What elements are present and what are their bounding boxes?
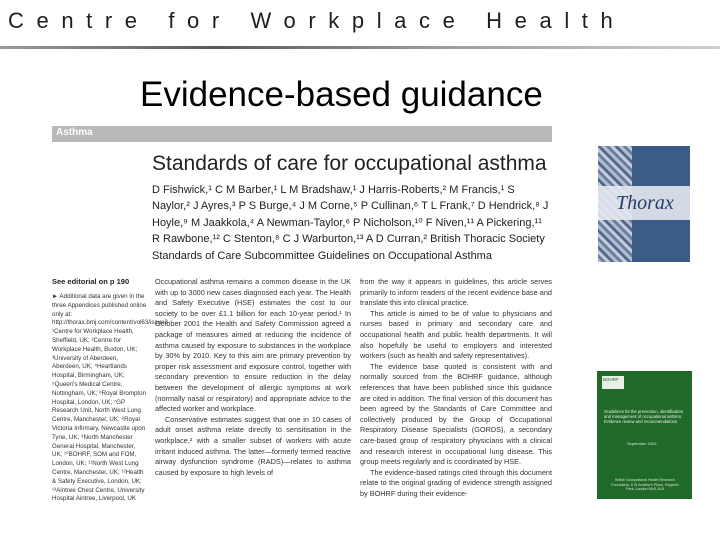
bohrf-logo-text: BOHRF [603,377,619,382]
booklet-date: September 2004 [627,441,657,446]
paragraph: The evidence-based ratings cited through this document relate to the original grading of evidence strength assigned by BOHRF during their evidence- [360,467,552,498]
paragraph: This article is aimed to be of value to physicians and nurses based in primary and secondary care and occupational health and public health departments. It will also hopefully be useful to employers and interested workers (such as health and safety representatives). [360,308,552,361]
affiliation-notes: ► Additional data are given in the three Appendices published online only at: http://thorax.bmj.com/content/vol63/issue3 ¹Centre for Workplace Health, Sheffield, UK; ²Centre for Workplace Health, Buxton, UK; ³University of Aberdeen, Aberdeen, UK; ⁴Heartlands Hospital, Birmingham, UK; ⁵Queen's Medical Centre, Nottingham, UK; ⁶Royal Brompton Hospital, London, UK; ⁷GP Research Unit, North West Lung Centre, Manchester, UK; ⁸Royal Victoria Infirmary, Newcastle upon Tyne, UK; ⁹North Manchester General Hospital, Manchester, UK; ¹⁰BOHRF, SOM and FOM, London, UK; ¹¹North West Lung Centre, Manchester, UK; ¹²Health & Safety Executive, London, UK; ¹³Aintree Chest Centre, University Hospital Aintree, Liverpool, UK [52,293,168,503]
bohrf-logo [602,376,624,389]
booklet-footer: British Occupational Health Research Foundation, 6 St Andrew's Place, Regent's Park, London NW1 4LB [611,478,679,492]
journal-title: Thorax [616,192,674,214]
paragraph: from the way it appears in guidelines, this article serves primarily to inform readers of the recent evidence base and translate this into clinical practice. [360,277,552,308]
bohrf-guideline-booklet [597,371,692,499]
article-column-1 [155,277,351,478]
header-rule [0,46,720,49]
section-band [52,126,552,142]
article-image [52,126,552,536]
slide-title: Evidence-based guidance [140,75,543,114]
section-label: Asthma [56,127,93,138]
paragraph: The evidence base quoted is consistent with and normally sourced from the BOHRF guidance, although references that have been published since this guidance are cited in addition. The final version of this document has been agreed by the Standards of Care Committee and collectively produced by the Group of Occupational Respiratory Disease Specialists (GORDS), a secondary care-based group of respiratory physicians with a clinical and research interest in occupational lung disease. This group meets regularly and is coordinated by HSE. [360,361,552,467]
see-editorial: See editorial on p 190 [52,277,130,286]
thorax-journal-cover [598,146,690,262]
paragraph: Conservative estimates suggest that one in 10 cases of adult onset asthma relate directly to sensitisation in the workplace,² with a smaller subset of workers with acute irritant induced asthma. The latter—formerly termed reactive airway dysfunction syndrome (RADS)—relates to asthma caused by exposure to high levels of [155,414,351,477]
article-authors: D Fishwick,¹ C M Barber,¹ L M Bradshaw,¹ J Harris-Roberts,² M Francis,¹ S Naylor,² J Ayres,³ P S Burge,⁴ J M Corne,⁵ P Cullinan,⁶ T L Frank,⁷ D Hendrick,⁸ J Hoyle,⁹ M Jaakkola,⁴ A Newman-Taylor,⁶ P Nicholson,¹⁰ F Niven,¹¹ A Pickering,¹¹ R Rawbone,¹² C Stenton,⁸ C J Warburton,¹³ A D Curran,² British Thoracic Society Standards of Care Subcommittee Guidelines on Occupational Asthma [152,184,549,262]
article-column-2 [360,277,552,499]
header-title: Centre for Workplace Health [8,8,626,33]
booklet-title: Guidelines for the prevention, identification and management of occupational asthma: Evidence review and recommendations [604,409,684,425]
article-title: Standards of care for occupational asthma [152,152,547,175]
header-banner [0,0,720,66]
paragraph: Occupational asthma remains a common disease in the UK with up to 3000 new cases diagnosed each year. The Health and Safety Executive (HSE) estimates the cost to our society to be over £1.1 billion for each 10-year period.¹ In October 2001 the Health and Safety Commission agreed a package of measures aimed at reducing the incidence of asthma caused by exposure to substances in the workplace by 30% by 2010. Key to this aim are primary prevention by proper risk assessment and exposure control, together with secondary prevention to ensure reduction in the delay between the development of allergic symptoms at work (normally nasal or respiratory) and appropriate advice to the affected worker and workplace. [155,277,351,414]
